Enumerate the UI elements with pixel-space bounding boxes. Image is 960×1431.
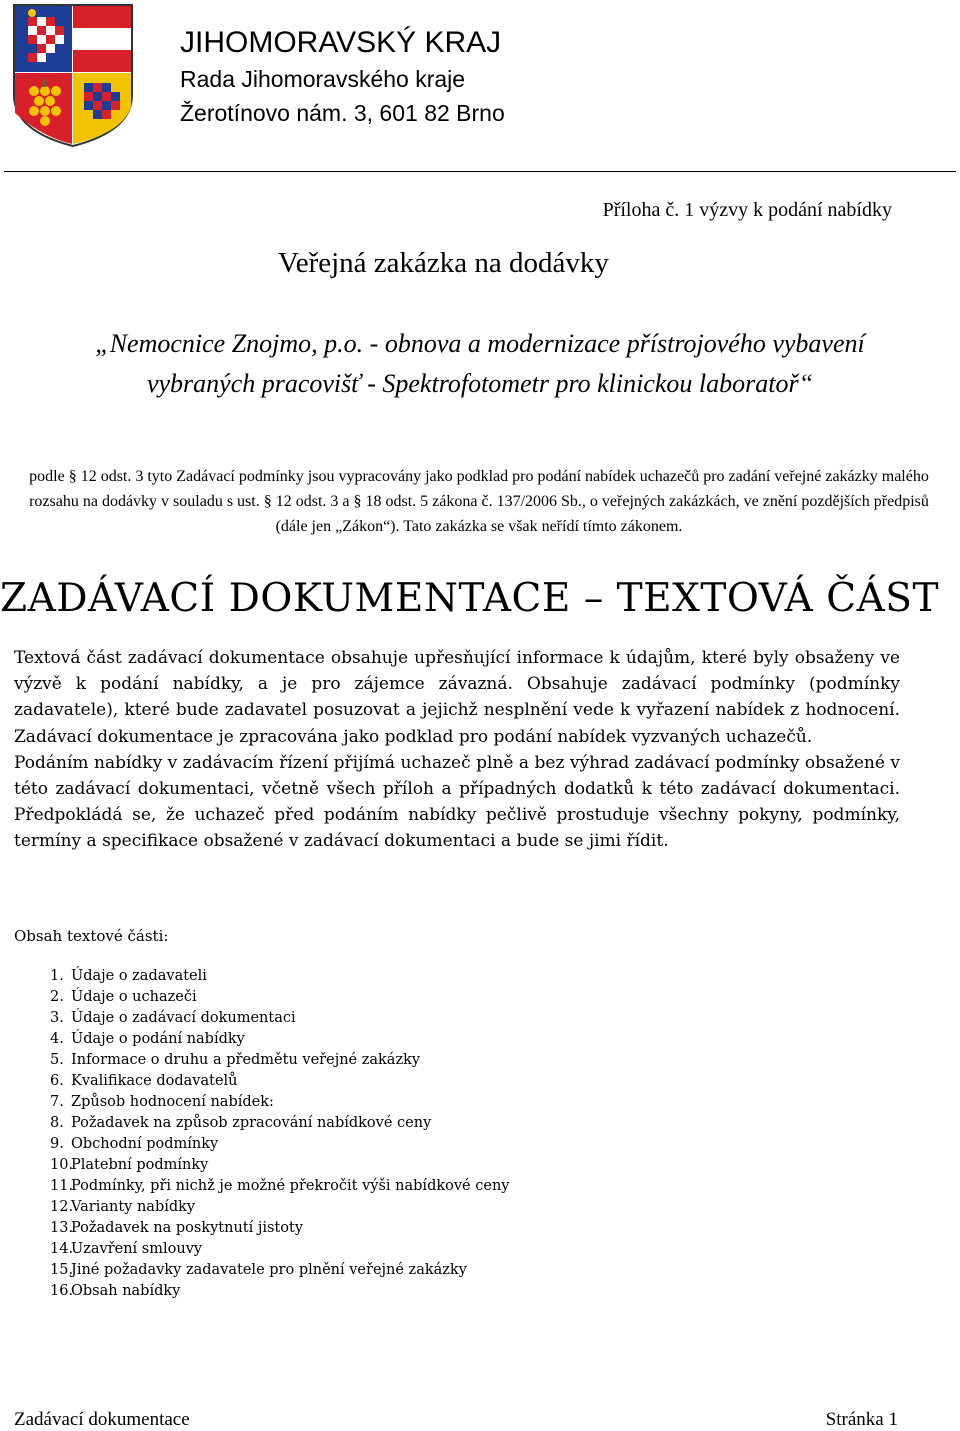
toc-item: 14. Uzavření smlouvy <box>50 1241 203 1257</box>
toc-item: 16. Obsah nabídky <box>50 1283 181 1299</box>
toc-item: 13. Požadavek na poskytnutí jistoty <box>50 1220 304 1236</box>
region-name: JIHOMORAVSKÝ KRAJ <box>180 26 502 59</box>
toc-item: 11. Podmínky, při nichž je možné překročit výši nabídkové ceny <box>50 1178 510 1194</box>
table-of-contents <box>14 966 509 1302</box>
toc-item: 15. Jiné požadavky zadavatele pro plnění veřejné zakázky <box>50 1262 467 1278</box>
toc-item: 4. Údaje o podání nabídky <box>50 1031 245 1047</box>
body-paragraph-1: Textová část zadávací dokumentace obsahuje upřesňující informace k údajům, které byly obsaženy ve výzvě k podání nabídky, a je pro zájemce závazná. Obsahuje zadávací podmínky (podmínky zadavatele), které bude zadavatel posuzovat a jejichž nesplnění vede k vyřazení nabídek z hodnocení. Zadávací dokumentace je zpracována jako podklad pro podání nabídek vyzvaných uchazečů. <box>14 648 900 747</box>
body-text <box>14 645 900 855</box>
toc-item: 3. Údaje o zadávací dokumentaci <box>50 1010 296 1026</box>
toc-item: 6. Kvalifikace dodavatelů <box>50 1073 238 1089</box>
coat-of-arms-icon <box>12 3 134 148</box>
toc-item: 12. Varianty nabídky <box>50 1199 196 1215</box>
toc-label: Obsah textové části: <box>14 927 169 945</box>
toc-item: 1. Údaje o zadavateli <box>50 968 207 984</box>
toc-item: 2. Údaje o uchazeči <box>50 989 197 1005</box>
legal-note: podle § 12 odst. 3 tyto Zadávací podmínky jsou vypracovány jako podklad pro podání nabídek uchazečů pro zadání veřejné zakázky malého rozsahu na dodávky v souladu s ust. § 12 odst. 3 a § 18 odst. 5 zákona č. 137/2006 Sb., o veřejných zakázkách, ve znění pozdějších předpisů (dále jen „Zákon“). Tato zakázka se však neřídí tímto zákonem. <box>29 468 929 535</box>
toc-item: 7. Způsob hodnocení nabídek: <box>50 1094 274 1110</box>
tender-title: „Nemocnice Znojmo, p.o. - obnova a modernizace přístrojového vybavení vybraných pracovišť - Spektrofotometr pro klinickou laboratoř“ <box>95 329 865 398</box>
address: Žerotínovo nám. 3, 601 82 Brno <box>180 100 505 126</box>
toc-item: 8. Požadavek na způsob zpracování nabídkové ceny <box>50 1115 432 1131</box>
council-name: Rada Jihomoravského kraje <box>180 66 466 92</box>
document-heading: ZADÁVACÍ DOKUMENTACE – TEXTOVÁ ČÁST <box>0 576 939 621</box>
body-paragraph-2: Podáním nabídky v zadávacím řízení přijímá uchazeč plně a bez výhrad zadávací podmínky obsažené v této zadávací dokumentaci, včetně všech příloh a případných dodatků k této zadávací dokumentaci. Předpokládá se, že uchazeč před podáním nabídky pečlivě prostuduje všechny pokyny, podmínky, termíny a specifikace obsažené v zadávací dokumentaci a bude se jimi řídit. <box>14 752 900 852</box>
toc-item: 10. Platební podmínky <box>50 1157 209 1173</box>
header-divider <box>4 171 956 172</box>
footer-page-number: Stránka 1 <box>825 1409 898 1430</box>
attachment-label: Příloha č. 1 výzvy k podání nabídky <box>602 199 892 221</box>
toc-item: 5. Informace o druhu a předmětu veřejné zakázky <box>50 1052 421 1068</box>
contract-type: Veřejná zakázka na dodávky <box>278 247 609 279</box>
toc-item: 9. Obchodní podmínky <box>50 1136 219 1152</box>
footer-document-name: Zadávací dokumentace <box>14 1409 190 1430</box>
